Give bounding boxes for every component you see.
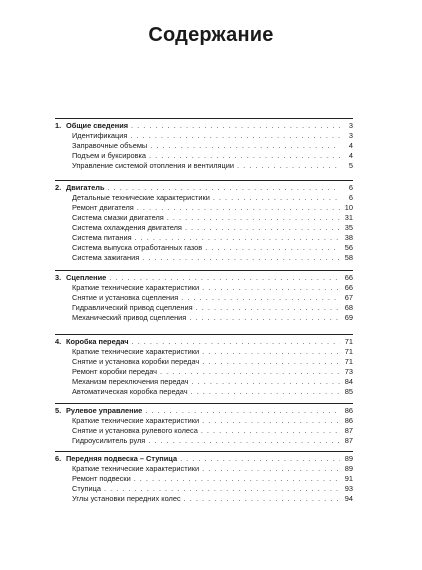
entry-page: 3 (348, 131, 353, 140)
entry-label: Подъем и буксировка (72, 151, 147, 160)
chapter-title: Рулевое управление (66, 406, 143, 415)
dot-leader (148, 437, 340, 444)
toc-section-5 (55, 406, 353, 445)
entry-page: 69 (344, 313, 353, 322)
entry-label: Краткие технические характеристики (72, 464, 200, 473)
toc-entry[interactable] (72, 388, 353, 398)
chapter-title: Передняя подвеска – Ступица (66, 454, 178, 463)
entry-page: 84 (344, 377, 353, 386)
dot-leader (185, 224, 340, 231)
section-divider (55, 334, 353, 335)
dot-leader (201, 427, 340, 434)
entry-page: 93 (344, 484, 353, 493)
entry-page: 94 (344, 494, 353, 503)
entry-label: Система охлаждения двигателя (72, 223, 182, 232)
toc-entry[interactable] (72, 254, 353, 264)
chapter-number: 3. (55, 273, 62, 282)
toc-entry[interactable] (72, 437, 353, 447)
section-divider (55, 118, 353, 119)
dot-leader (149, 152, 340, 159)
dot-leader (135, 234, 340, 241)
entry-page: 58 (344, 253, 353, 262)
entry-label: Гидроусилитель руля (72, 436, 146, 445)
entry-page: 4 (348, 151, 353, 160)
chapter-items (72, 284, 353, 324)
toc-section-1 (55, 121, 353, 170)
entry-label: Автоматическая коробка передач (72, 387, 188, 396)
dot-leader (145, 407, 340, 414)
entry-page: 10 (344, 203, 353, 212)
dot-leader (180, 455, 340, 462)
entry-label: Система смазки двигателя (72, 213, 164, 222)
entry-page: 89 (344, 464, 353, 473)
dot-leader (131, 122, 340, 129)
chapter-items (72, 417, 353, 447)
section-divider (55, 451, 353, 452)
toc-section-2 (55, 183, 353, 262)
chapter-page: 89 (344, 454, 353, 463)
chapter-page: 6 (348, 183, 353, 192)
dot-leader (137, 204, 340, 211)
entry-page: 6 (348, 193, 353, 202)
entry-label: Механический привод сцепления (72, 313, 187, 322)
dot-leader (181, 294, 340, 301)
entry-page: 87 (344, 436, 353, 445)
entry-page: 85 (344, 387, 353, 396)
dot-leader (134, 475, 340, 482)
entry-label: Снятие и установка рулевого колеса (72, 426, 198, 435)
entry-page: 91 (344, 474, 353, 483)
entry-page: 73 (344, 367, 353, 376)
dot-leader (104, 485, 340, 492)
dot-leader (189, 314, 340, 321)
toc-entry[interactable] (72, 495, 353, 505)
chapter-number: 4. (55, 337, 62, 346)
chapter-items (72, 465, 353, 505)
dot-leader (196, 304, 340, 311)
entry-page: 56 (344, 243, 353, 252)
entry-label: Детальные технические характеристики (72, 193, 210, 202)
dot-leader (167, 214, 340, 221)
chapter-title: Общие сведения (66, 121, 129, 130)
dot-leader (150, 142, 340, 149)
entry-page: 5 (348, 161, 353, 170)
entry-label: Ступица (72, 484, 101, 493)
entry-label: Ремонт подвески (72, 474, 131, 483)
entry-label: Краткие технические характеристики (72, 416, 200, 425)
dot-leader (202, 465, 340, 472)
entry-page: 71 (344, 357, 353, 366)
entry-page: 31 (344, 213, 353, 222)
chapter-number: 2. (55, 183, 62, 192)
entry-label: Снятие и установка сцепления (72, 293, 179, 302)
entry-page: 68 (344, 303, 353, 312)
section-divider (55, 403, 353, 404)
dot-leader (142, 254, 340, 261)
chapter-number: 5. (55, 406, 62, 415)
chapter-page: 71 (344, 337, 353, 346)
dot-leader (202, 417, 340, 424)
toc-section-6 (55, 454, 353, 503)
chapter-items (72, 132, 353, 172)
entry-label: Система зажигания (72, 253, 140, 262)
chapter-title: Двигатель (66, 183, 105, 192)
entry-label: Система питания (72, 233, 132, 242)
dot-leader (202, 358, 340, 365)
dot-leader (108, 184, 340, 191)
entry-page: 87 (344, 426, 353, 435)
chapter-title: Коробка передач (66, 337, 129, 346)
entry-label: Идентификация (72, 131, 128, 140)
entry-page: 4 (348, 141, 353, 150)
toc-section-4 (55, 337, 353, 396)
dot-leader (109, 274, 340, 281)
dot-leader (213, 194, 340, 201)
chapter-page: 3 (348, 121, 353, 130)
dot-leader (130, 132, 340, 139)
chapter-number: 6. (55, 454, 62, 463)
entry-label: Ремонт двигателя (72, 203, 134, 212)
toc-entry[interactable] (72, 162, 353, 172)
entry-label: Снятие и установка коробки передач (72, 357, 200, 366)
dot-leader (202, 284, 340, 291)
chapter-items (72, 194, 353, 264)
entry-label: Управление системой отопления и вентиляции (72, 161, 235, 170)
chapter-items (72, 348, 353, 398)
dot-leader (191, 388, 340, 395)
dot-leader (202, 348, 340, 355)
entry-page: 66 (344, 283, 353, 292)
dot-leader (237, 162, 340, 169)
dot-leader (205, 244, 340, 251)
entry-label: Система выпуска отработанных газов (72, 243, 203, 252)
entry-label: Гидравлический привод сцепления (72, 303, 193, 312)
entry-label: Заправочные объемы (72, 141, 148, 150)
toc-entry[interactable] (72, 475, 353, 485)
section-divider (55, 270, 353, 271)
chapter-title: Сцепление (66, 273, 107, 282)
dot-leader (192, 378, 341, 385)
entry-label: Механизм переключения передач (72, 377, 189, 386)
entry-label: Ремонт коробки передач (72, 367, 158, 376)
entry-label: Краткие технические характеристики (72, 283, 200, 292)
toc-section-3 (55, 273, 353, 322)
entry-page: 38 (344, 233, 353, 242)
entry-label: Краткие технические характеристики (72, 347, 200, 356)
entry-page: 67 (344, 293, 353, 302)
toc-entry[interactable] (72, 314, 353, 324)
dot-leader (160, 368, 340, 375)
chapter-number: 1. (55, 121, 62, 130)
chapter-page: 86 (344, 406, 353, 415)
entry-page: 86 (344, 416, 353, 425)
page-title: Содержание (148, 24, 274, 46)
dot-leader (132, 338, 340, 345)
entry-label: Углы установки передних колес (72, 494, 181, 503)
entry-page: 71 (344, 347, 353, 356)
chapter-page: 66 (344, 273, 353, 282)
dot-leader (184, 495, 340, 502)
entry-page: 35 (344, 223, 353, 232)
section-divider (55, 180, 353, 181)
